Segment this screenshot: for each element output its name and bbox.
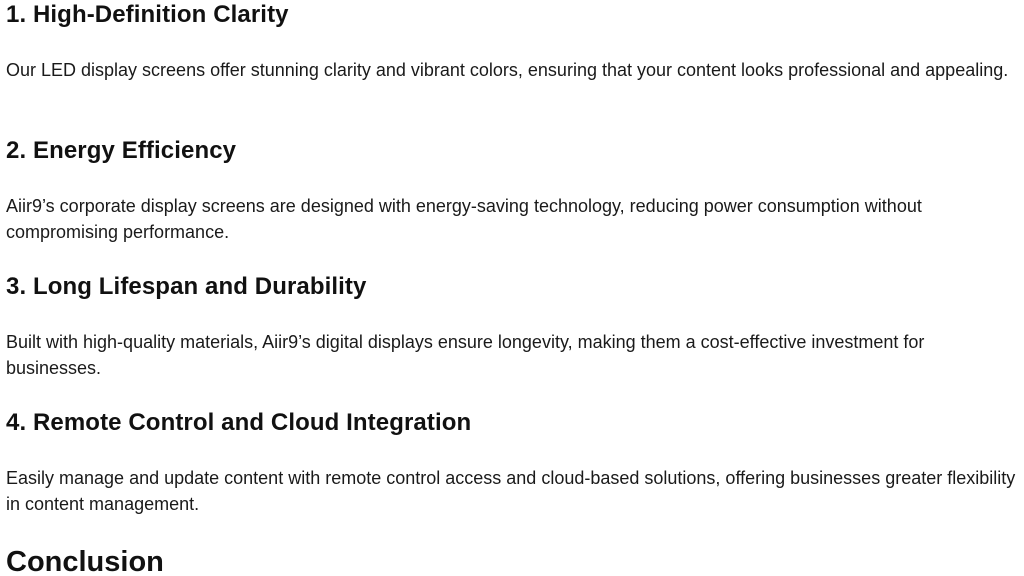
- section-heading: 4. Remote Control and Cloud Integration: [6, 409, 472, 436]
- section-heading: 3. Long Lifespan and Durability: [6, 273, 367, 300]
- section-paragraph: Easily manage and update content with remote control access and cloud-based solutions, offering businesses greater flexibility in content management.: [6, 468, 1016, 514]
- section-paragraph: Aiir9’s corporate display screens are designed with energy-saving technology, reducing power consumption without compromising performance.: [6, 196, 922, 242]
- section-paragraph: Built with high-quality materials, Aiir9’s digital displays ensure longevity, making them a cost-effective investment for businesses.: [6, 332, 925, 378]
- conclusion-heading: Conclusion: [6, 546, 164, 576]
- section-paragraph: Our LED display screens offer stunning clarity and vibrant colors, ensuring that your content looks professional and appealing.: [6, 60, 1009, 80]
- section-heading: 2. Energy Efficiency: [6, 137, 237, 164]
- section-heading: 1. High-Definition Clarity: [6, 1, 289, 28]
